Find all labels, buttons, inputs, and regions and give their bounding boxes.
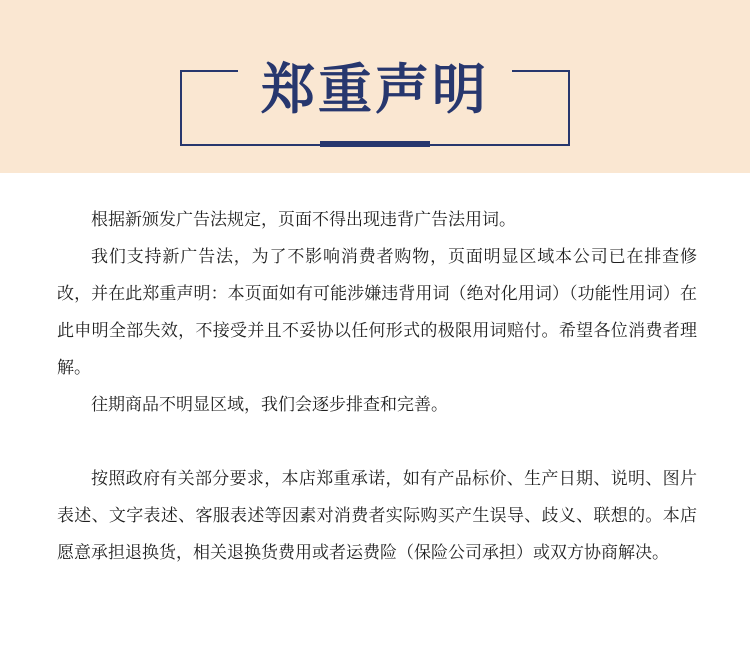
paragraph-past-products: 往期商品不明显区域，我们会逐步排查和完善。 bbox=[91, 395, 448, 415]
paragraph-declaration: 我们支持新广告法，为了不影响消费者购物，页面明显区域本公司已在排查修改，并在此郑重声明：本页面如有可能涉嫌违背用词（绝对化用词）（功能性用词）在此申明全部失效，不接受并且不妥协以任何形式的极限用词赔付。希望各位消费者理解。 bbox=[57, 247, 697, 378]
page-title: 郑重声明 bbox=[238, 48, 512, 132]
paragraph-ad-law: 根据新颁发广告法规定，页面不得出现违背广告法用词。 bbox=[91, 210, 516, 230]
title-underline bbox=[320, 141, 430, 147]
statement-body bbox=[57, 202, 697, 572]
header-banner bbox=[0, 0, 750, 173]
paragraph-commitment: 按照政府有关部分要求，本店郑重承诺，如有产品标价、生产日期、说明、图片表述、文字表述、客服表述等因素对消费者实际购买产生误导、歧义、联想的。本店愿意承担退换货，相关退换货费用或者运费险（保险公司承担）或双方协商解决。 bbox=[57, 469, 697, 563]
paragraph-spacer bbox=[57, 424, 697, 461]
